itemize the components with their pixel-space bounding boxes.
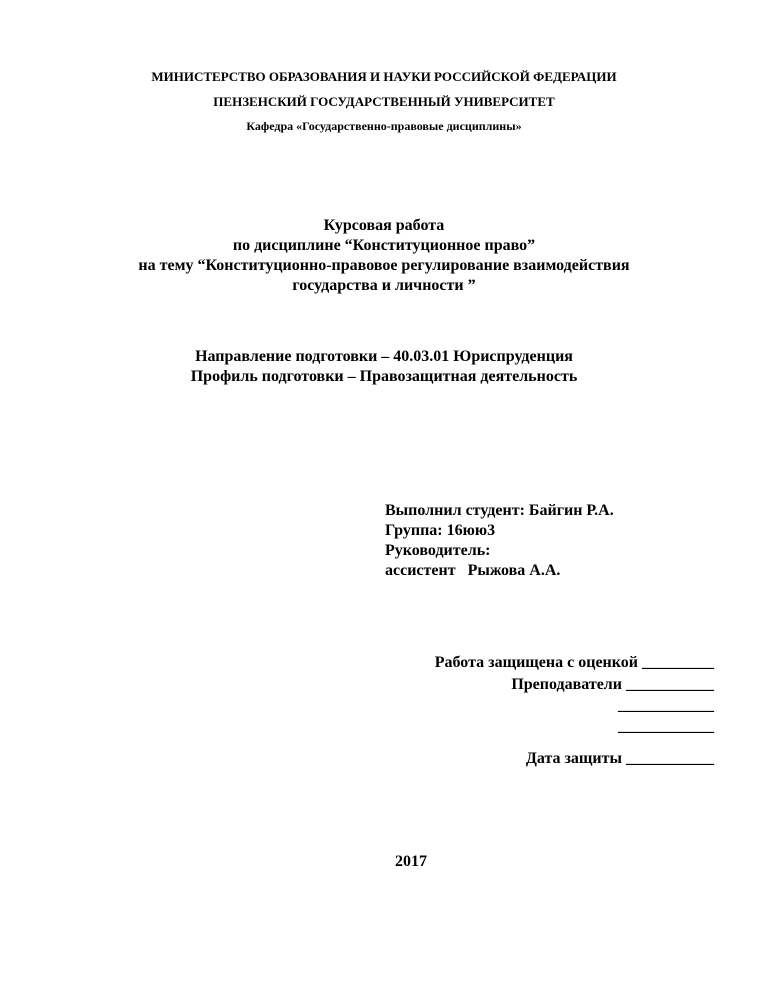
- ministry-name: МИНИСТЕРСТВО ОБРАЗОВАНИЯ И НАУКИ РОССИЙСКОЙ ФЕДЕРАЦИИ: [151, 69, 617, 84]
- training-direction: Направление подготовки – 40.03.01 Юриспруденция: [195, 348, 573, 365]
- discipline: по дисциплине “Конституционное право”: [232, 237, 536, 254]
- year: 2017: [395, 853, 427, 870]
- signature-blank-1: ____________: [618, 697, 714, 714]
- defense-date: Дата защиты ___________: [525, 750, 714, 767]
- supervisor-name: ассистент Рыжова А.А.: [385, 562, 561, 579]
- work-type: Курсовая работа: [323, 217, 445, 234]
- university-name: ПЕНЗЕНСКИЙ ГОСУДАРСТВЕННЫЙ УНИВЕРСИТЕТ: [213, 94, 555, 109]
- supervisor-label: Руководитель:: [385, 542, 491, 559]
- department-name: Кафедра «Государственно-правовые дисциплины»: [246, 119, 522, 133]
- teachers-line: Преподаватели ___________: [511, 676, 714, 693]
- defense-grade: Работа защищена с оценкой _________: [434, 654, 714, 671]
- student-name: Выполнил студент: Байгин Р.А.: [385, 502, 614, 519]
- topic-line-2: государства и личности ”: [292, 277, 476, 294]
- group-number: Группа: 16юю3: [385, 522, 496, 539]
- topic-line-1: на тему “Конституционно-правовое регулирование взаимодействия: [138, 257, 630, 274]
- signature-blank-2: ____________: [618, 718, 714, 735]
- training-profile: Профиль подготовки – Правозащитная деятельность: [190, 368, 578, 385]
